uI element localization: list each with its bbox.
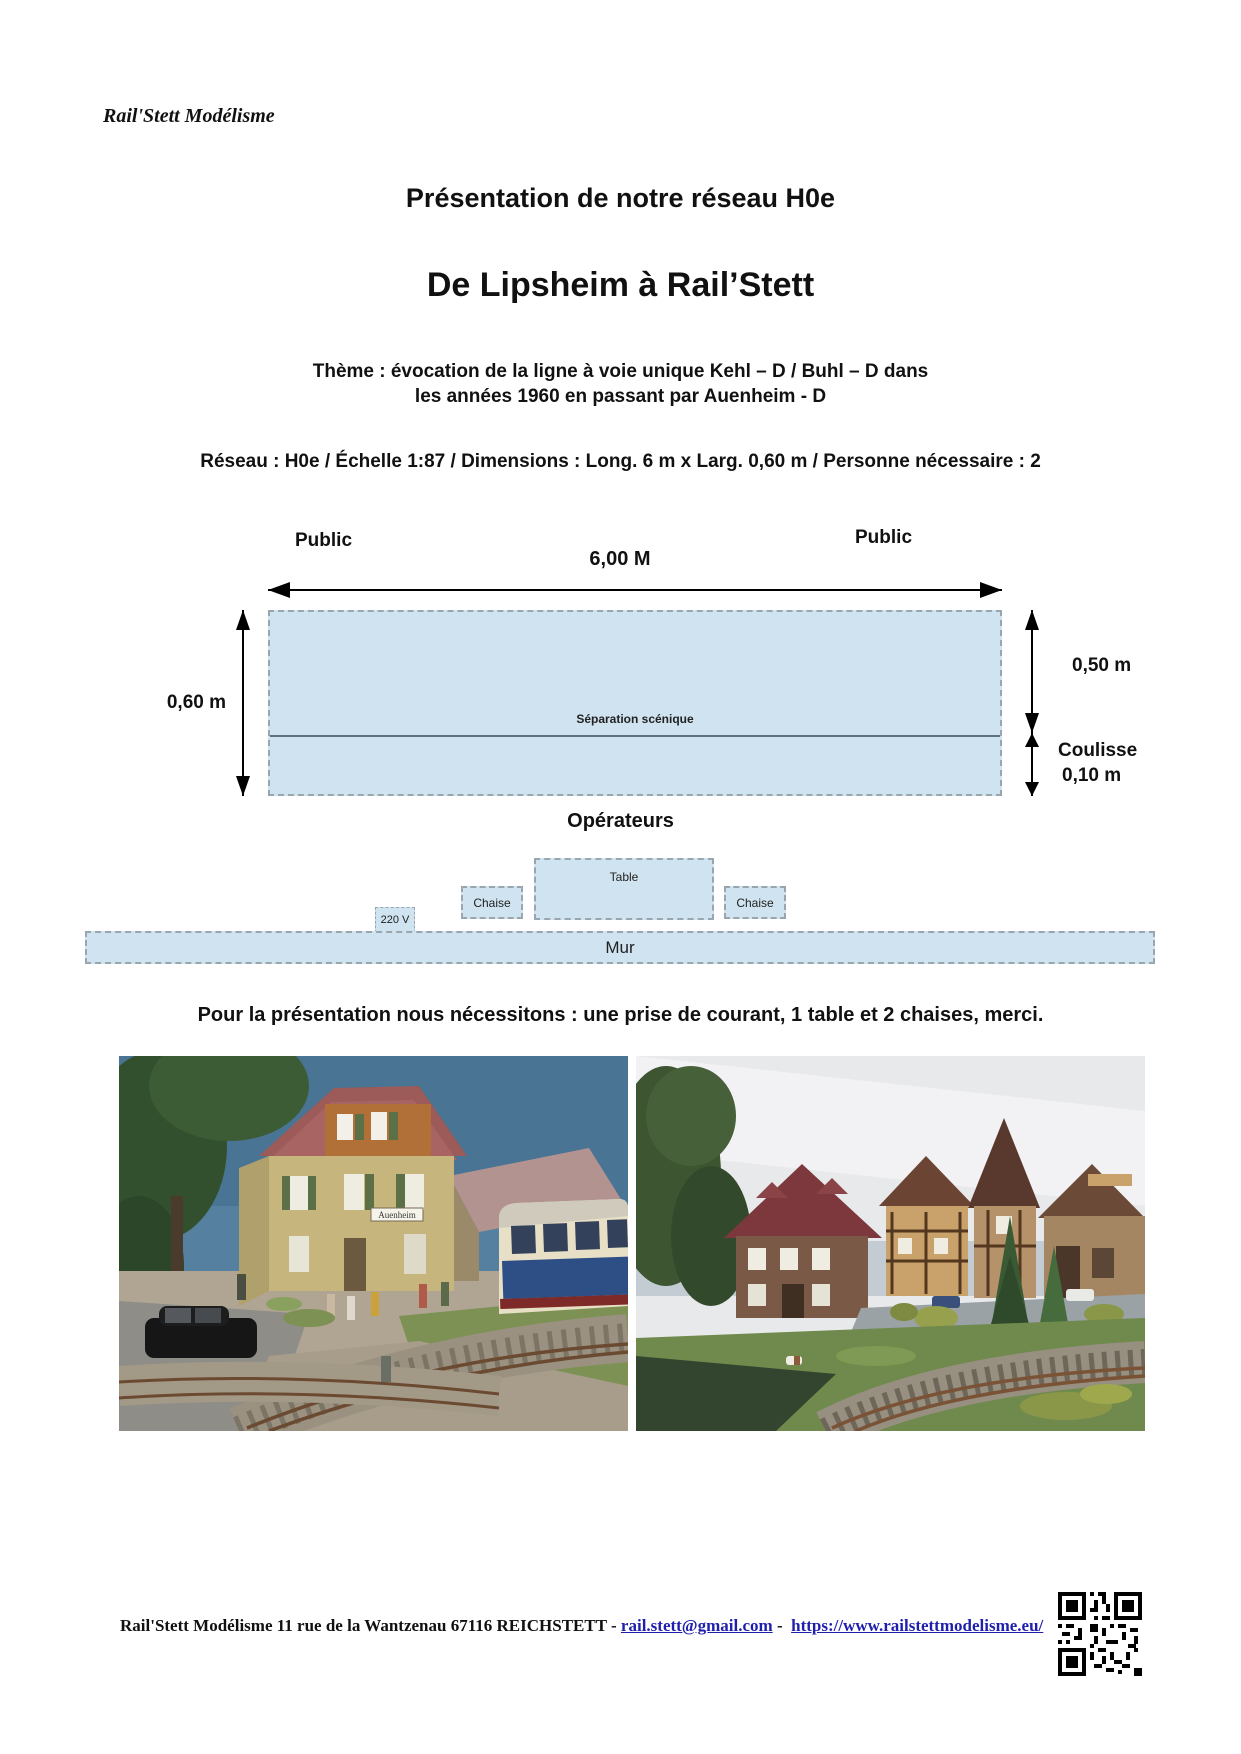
footer-website-link[interactable]: https://www.railstettmodelisme.eu/ (791, 1616, 1044, 1635)
photo-auenheim-station (119, 1056, 628, 1431)
scenic-depth-label: 0,50 m (1072, 655, 1132, 676)
coulisse-label: Coulisse (1058, 740, 1138, 761)
table-label: Table (609, 870, 639, 884)
coulisse-depth-arrow (1031, 733, 1033, 796)
scenic-depth-arrow (1031, 610, 1033, 733)
footer-email-link[interactable]: rail.stett@gmail.com (620, 1616, 773, 1635)
width-arrow (242, 610, 244, 796)
public-left-label: Public (295, 530, 353, 551)
wall-bar (85, 931, 1155, 964)
theme-text (0, 359, 1241, 409)
photo-village-scene (636, 1056, 1145, 1431)
length-arrow (268, 589, 1002, 591)
chair-right-label: Chaise (736, 895, 774, 910)
station-sign-text: Auenheim (378, 1210, 416, 1220)
village-scene-illustration (636, 1056, 1145, 1431)
chair-left-label: Chaise (473, 895, 511, 910)
width-label: 0,60 m (166, 692, 226, 713)
wall-label: Mur (605, 937, 635, 957)
page-title: Présentation de notre réseau H0e (405, 183, 836, 213)
page-subtitle: De Lipsheim à Rail’Stett (426, 266, 815, 304)
brand-header: Rail'Stett Modélisme (103, 105, 275, 127)
coulisse-depth-label: 0,10 m (1062, 765, 1122, 786)
request-sentence: Pour la présentation nous nécessitons : une prise de courant, 1 table et 2 chaises, merci. (197, 1004, 1044, 1026)
operators-label: Opérateurs (567, 810, 674, 832)
specs-line: Réseau : H0e / Échelle 1:87 / Dimensions : Long. 6 m x Larg. 0,60 m / Personne nécessaire : 2 (200, 451, 1041, 472)
scenic-separation-label: Séparation scénique (576, 712, 694, 726)
public-right-label: Public (855, 527, 913, 548)
chair-left-box (461, 886, 523, 919)
footer-separator-2: - (776, 1616, 783, 1635)
scenic-separation-line (270, 735, 1000, 737)
length-label: 6,00 M (589, 548, 651, 570)
layout-rectangle (268, 610, 1002, 796)
qr-code (1058, 1592, 1142, 1676)
station-scene-illustration (119, 1056, 628, 1431)
footer-contact-line (120, 1616, 1043, 1636)
theme-line-1: Thème : évocation de la ligne à voie unique Kehl – D / Buhl – D dans (312, 361, 929, 382)
power-label: 220 V (380, 914, 410, 926)
table-box (534, 858, 714, 920)
chair-right-box (724, 886, 786, 919)
footer-separator-1: - (611, 1616, 617, 1635)
footer-address: Rail'Stett Modélisme 11 rue de la Wantzenau 67116 REICHSTETT (120, 1616, 607, 1635)
power-outlet-box (375, 907, 415, 933)
theme-line-2: les années 1960 en passant par Auenheim - D (414, 386, 827, 407)
